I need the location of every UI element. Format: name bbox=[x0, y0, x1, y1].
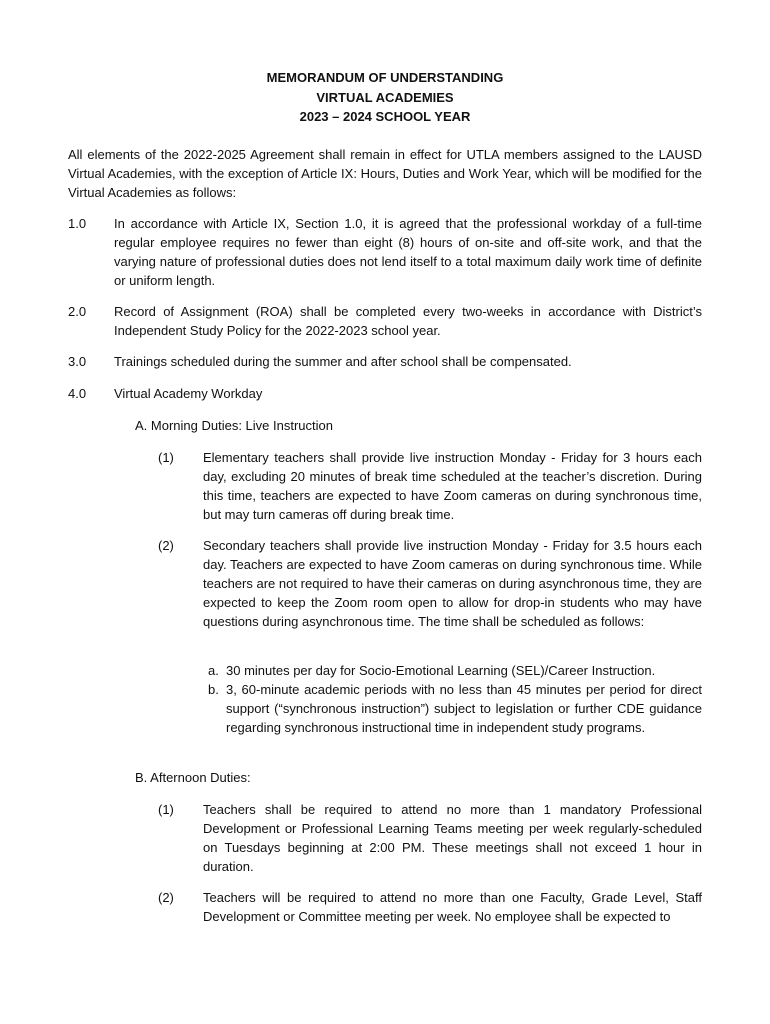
intro-paragraph: All elements of the 2022-2025 Agreement shall remain in effect for UTLA members assigned to the LAUSD Virtual Academies, with the exception of Article IX: Hours, Duties and Work Year, which will be modified for the Virtual Academies as follows: bbox=[68, 147, 702, 200]
list-letter: b. bbox=[208, 682, 219, 697]
duty-item bbox=[158, 448, 702, 524]
list-text: 3, 60-minute academic periods with no less than 45 minutes per period for direct support (“synchronous instruction”) subject to legislation or further CDE guidance regarding synchronous instructional time in independent study programs. bbox=[226, 682, 702, 735]
section-item bbox=[68, 302, 702, 340]
list-letter: a. bbox=[208, 663, 219, 678]
section-item bbox=[68, 214, 702, 290]
subsection-heading-a: A. Morning Duties: Live Instruction bbox=[135, 418, 333, 433]
section-item bbox=[68, 384, 702, 403]
section-item bbox=[68, 352, 702, 371]
section-number: 3.0 bbox=[68, 354, 87, 369]
list-text: 30 minutes per day for Socio-Emotional Learning (SEL)/Career Instruction. bbox=[226, 663, 656, 678]
memo-title bbox=[0, 68, 770, 127]
duty-number: (2) bbox=[158, 538, 174, 553]
section-text: Record of Assignment (ROA) shall be completed every two-weeks in accordance with District’s Independent Study Policy for the 2022-2023 school year. bbox=[114, 304, 702, 338]
section-number: 2.0 bbox=[68, 304, 87, 319]
duty-number: (1) bbox=[158, 450, 174, 465]
title-line-1: MEMORANDUM OF UNDERSTANDING bbox=[266, 70, 504, 85]
duty-number: (1) bbox=[158, 802, 174, 817]
duty-text: Elementary teachers shall provide live instruction Monday - Friday for 3 hours each day, excluding 20 minutes of break time scheduled at the teacher’s discretion. During this time, teachers are expected to have Zoom cameras on during synchronous time, but may turn cameras off during break time. bbox=[203, 450, 702, 522]
duty-text: Teachers will be required to attend no more than one Faculty, Grade Level, Staff Development or Committee meeting per week. No employee shall be expected to bbox=[203, 890, 702, 924]
title-line-3: 2023 – 2024 SCHOOL YEAR bbox=[299, 109, 471, 124]
duty-item bbox=[158, 888, 702, 926]
duty-item bbox=[158, 536, 702, 631]
list-item bbox=[208, 661, 702, 680]
section-text: In accordance with Article IX, Section 1.0, it is agreed that the professional workday of a full-time regular employee requires no fewer than eight (8) hours of on-site and off-site work, and that the varying nature of professional duties does not lend itself to a total maximum daily work time of definite or uniform length. bbox=[114, 216, 702, 288]
duty-text: Teachers shall be required to attend no more than 1 mandatory Professional Development or Professional Learning Teams meeting per week regularly-scheduled on Tuesdays beginning at 2:00 PM. These meetings shall not exceed 1 hour in duration. bbox=[203, 802, 702, 874]
title-line-2: VIRTUAL ACADEMIES bbox=[316, 89, 454, 105]
duty-number: (2) bbox=[158, 890, 174, 905]
section-text: Virtual Academy Workday bbox=[114, 386, 263, 401]
section-number: 4.0 bbox=[68, 386, 87, 401]
duty-text: Secondary teachers shall provide live instruction Monday - Friday for 3.5 hours each day. Teachers are expected to have Zoom cameras on during synchronous time. While teachers are not required to have their cameras on during asynchronous time, they are expected to keep the Zoom room open to allow for drop-in students who may have questions during asynchronous time. The time shall be scheduled as follows: bbox=[203, 538, 702, 629]
list-item bbox=[208, 680, 702, 737]
subsection-heading-b: B. Afternoon Duties: bbox=[135, 770, 251, 785]
section-text: Trainings scheduled during the summer and after school shall be compensated. bbox=[114, 354, 572, 369]
schedule-list bbox=[208, 661, 702, 737]
section-number: 1.0 bbox=[68, 216, 87, 231]
duty-item bbox=[158, 800, 702, 876]
